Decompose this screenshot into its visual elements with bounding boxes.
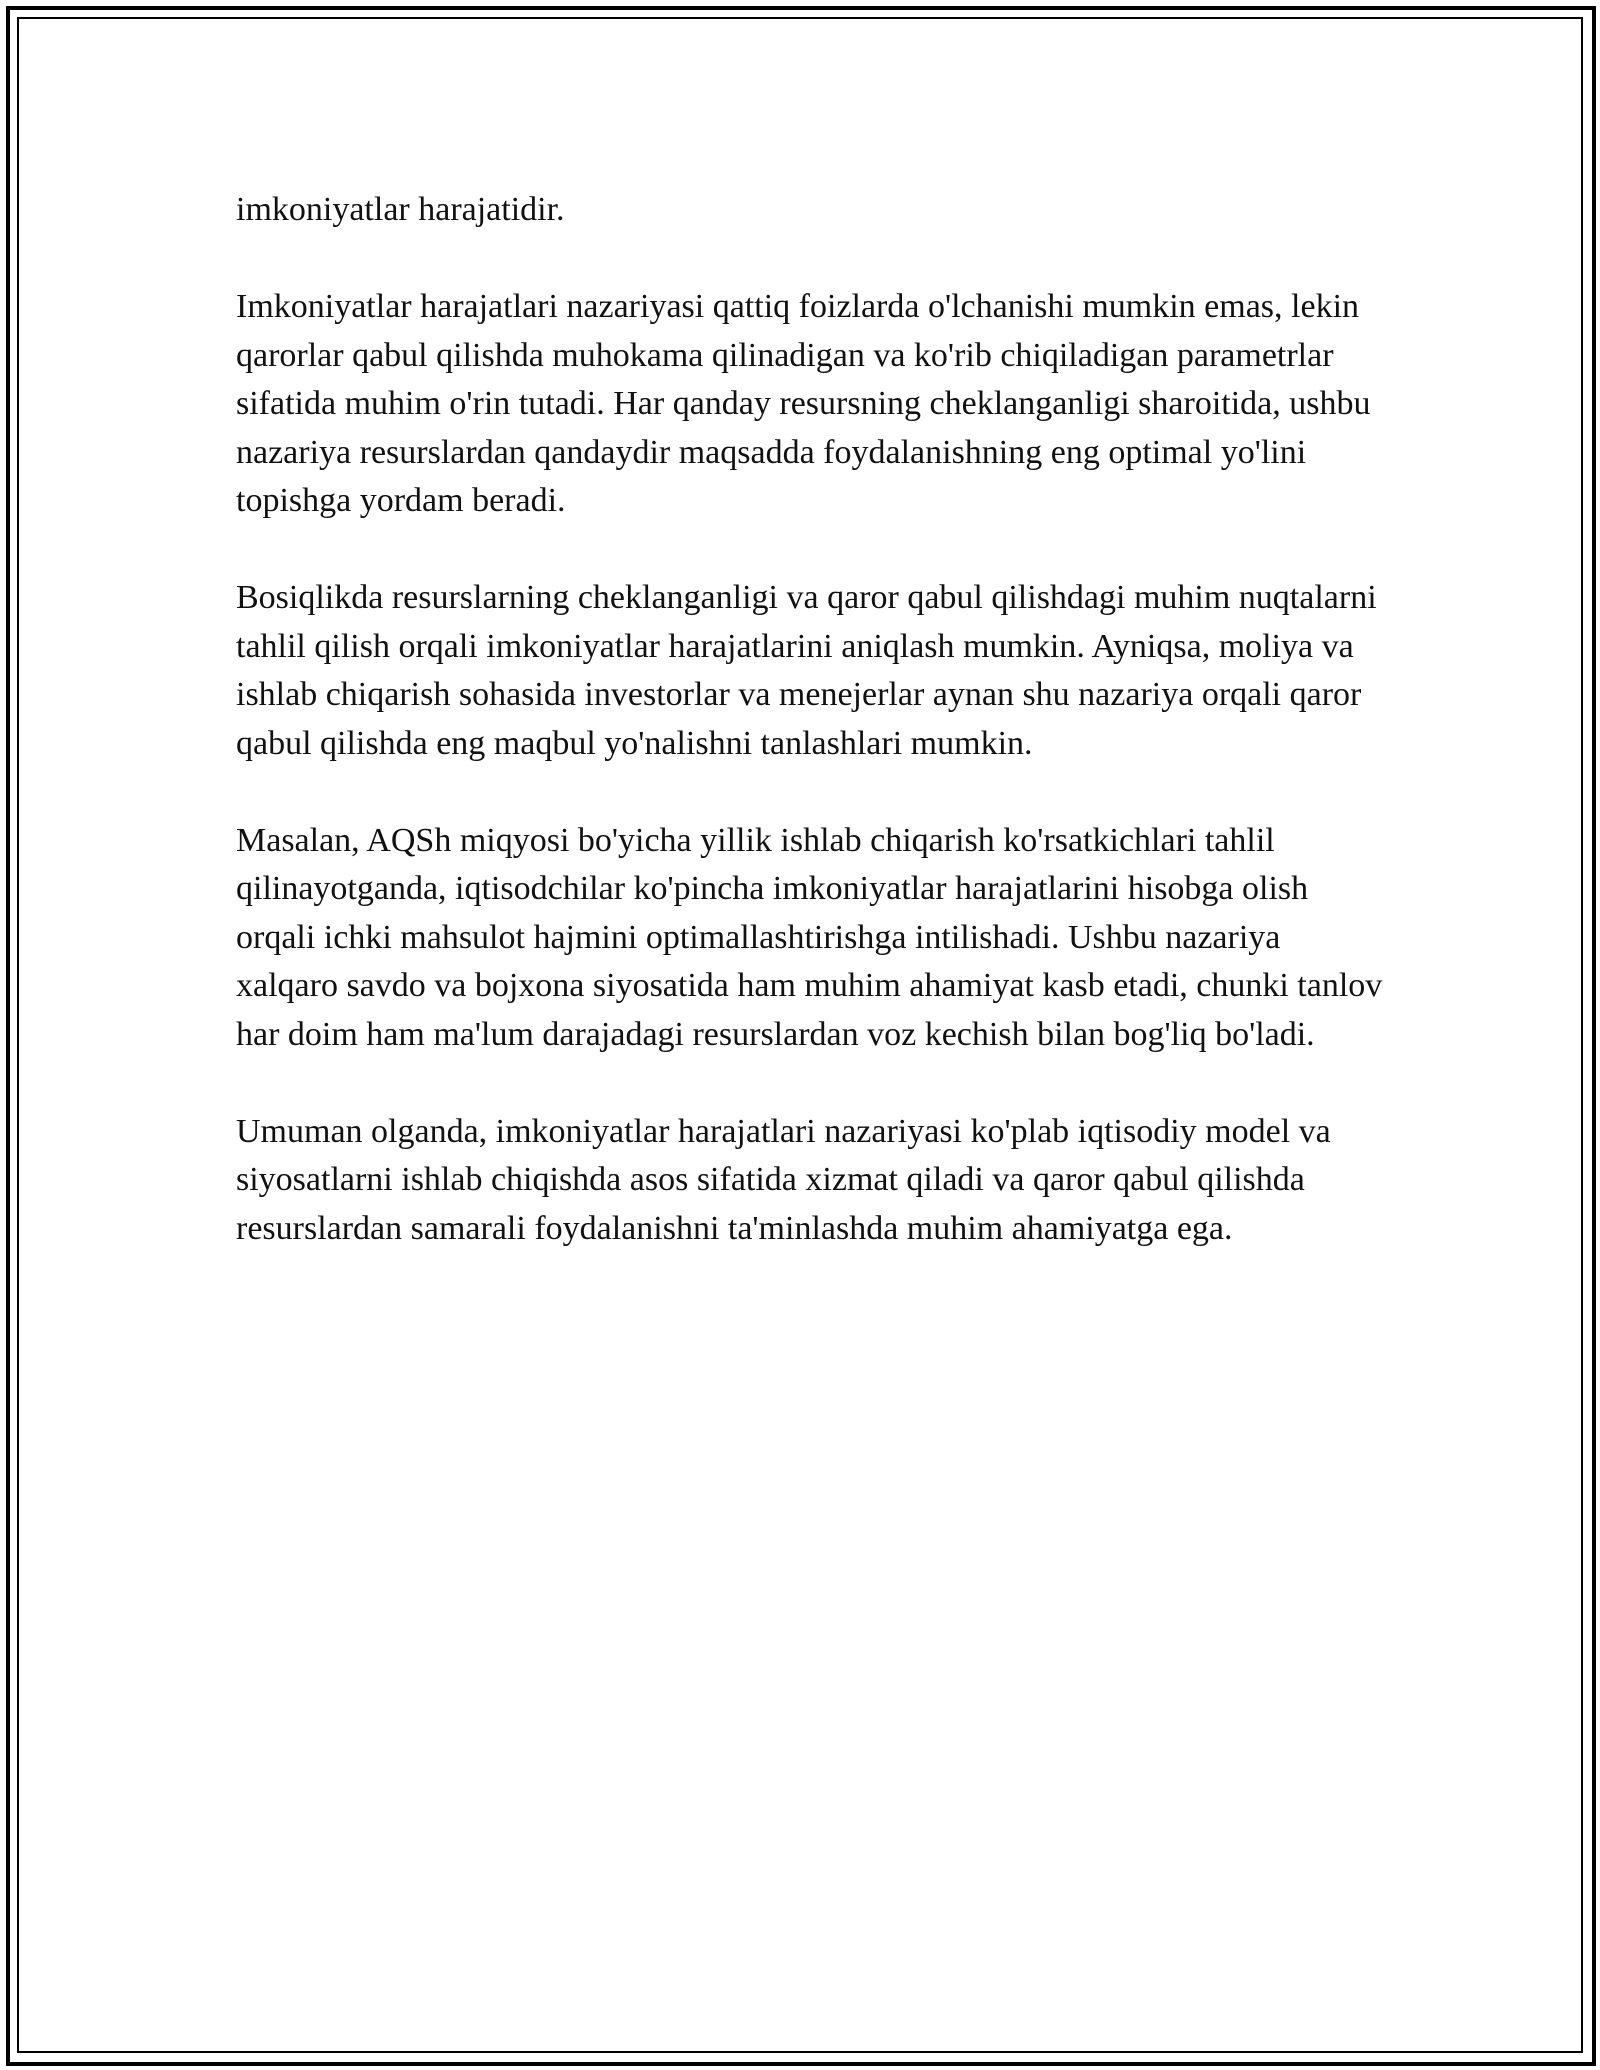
document-body xyxy=(236,186,1386,1302)
paragraph-3: Bosiqlikda resurslarning cheklanganligi va qaror qabul qilishdagi muhim nuqtalarni tahlil qilish orqali imkoniyatlar harajatlarini aniqlash mumkin. Ayniqsa, moliya va ishlab chiqarish sohasida investorlar va menejerlar aynan shu nazariya orqali qaror qabul qilishda eng maqbul yo'nalishni tanlashlari mumkin. xyxy=(236,579,1377,762)
paragraph-4: Masalan, AQSh miqyosi bo'yicha yillik ishlab chiqarish ko'rsatkichlari tahlil qilinayotganda, iqtisodchilar ko'pincha imkoniyatlar harajatlarini hisobga olish orqali ichki mahsulot hajmini optimallashtirishga intilishadi. Ushbu nazariya xalqaro savdo va bojxona siyosatida ham muhim ahamiyat kasb etadi, chunki tanlov har doim ham ma'lum darajadagi resurslardan voz kechish bilan bog'liq bo'ladi. xyxy=(236,821,1383,1053)
paragraph-1: imkoniyatlar harajatidir. xyxy=(236,191,565,228)
paragraph-5: Umuman olganda, imkoniyatlar harajatlari nazariyasi ko'plab iqtisodiy model va siyosatlarni ishlab chiqishda asos sifatida xizmat qiladi va qaror qabul qilishda resurslardan samarali foydalanishni ta'minlashda muhim ahamiyatga ega. xyxy=(236,1112,1331,1247)
paragraph-2: Imkoniyatlar harajatlari nazariyasi qattiq foizlarda o'lchanishi mumkin emas, lekin qarorlar qabul qilishda muhokama qilinadigan va ko'rib chiqiladigan parametrlar sifatida muhim o'rin tutadi. Har qanday resursning cheklanganligi sharoitida, ushbu nazariya resurslardan qandaydir maqsadda foydalanishning eng optimal yo'lini topishga yordam beradi. xyxy=(236,288,1371,519)
